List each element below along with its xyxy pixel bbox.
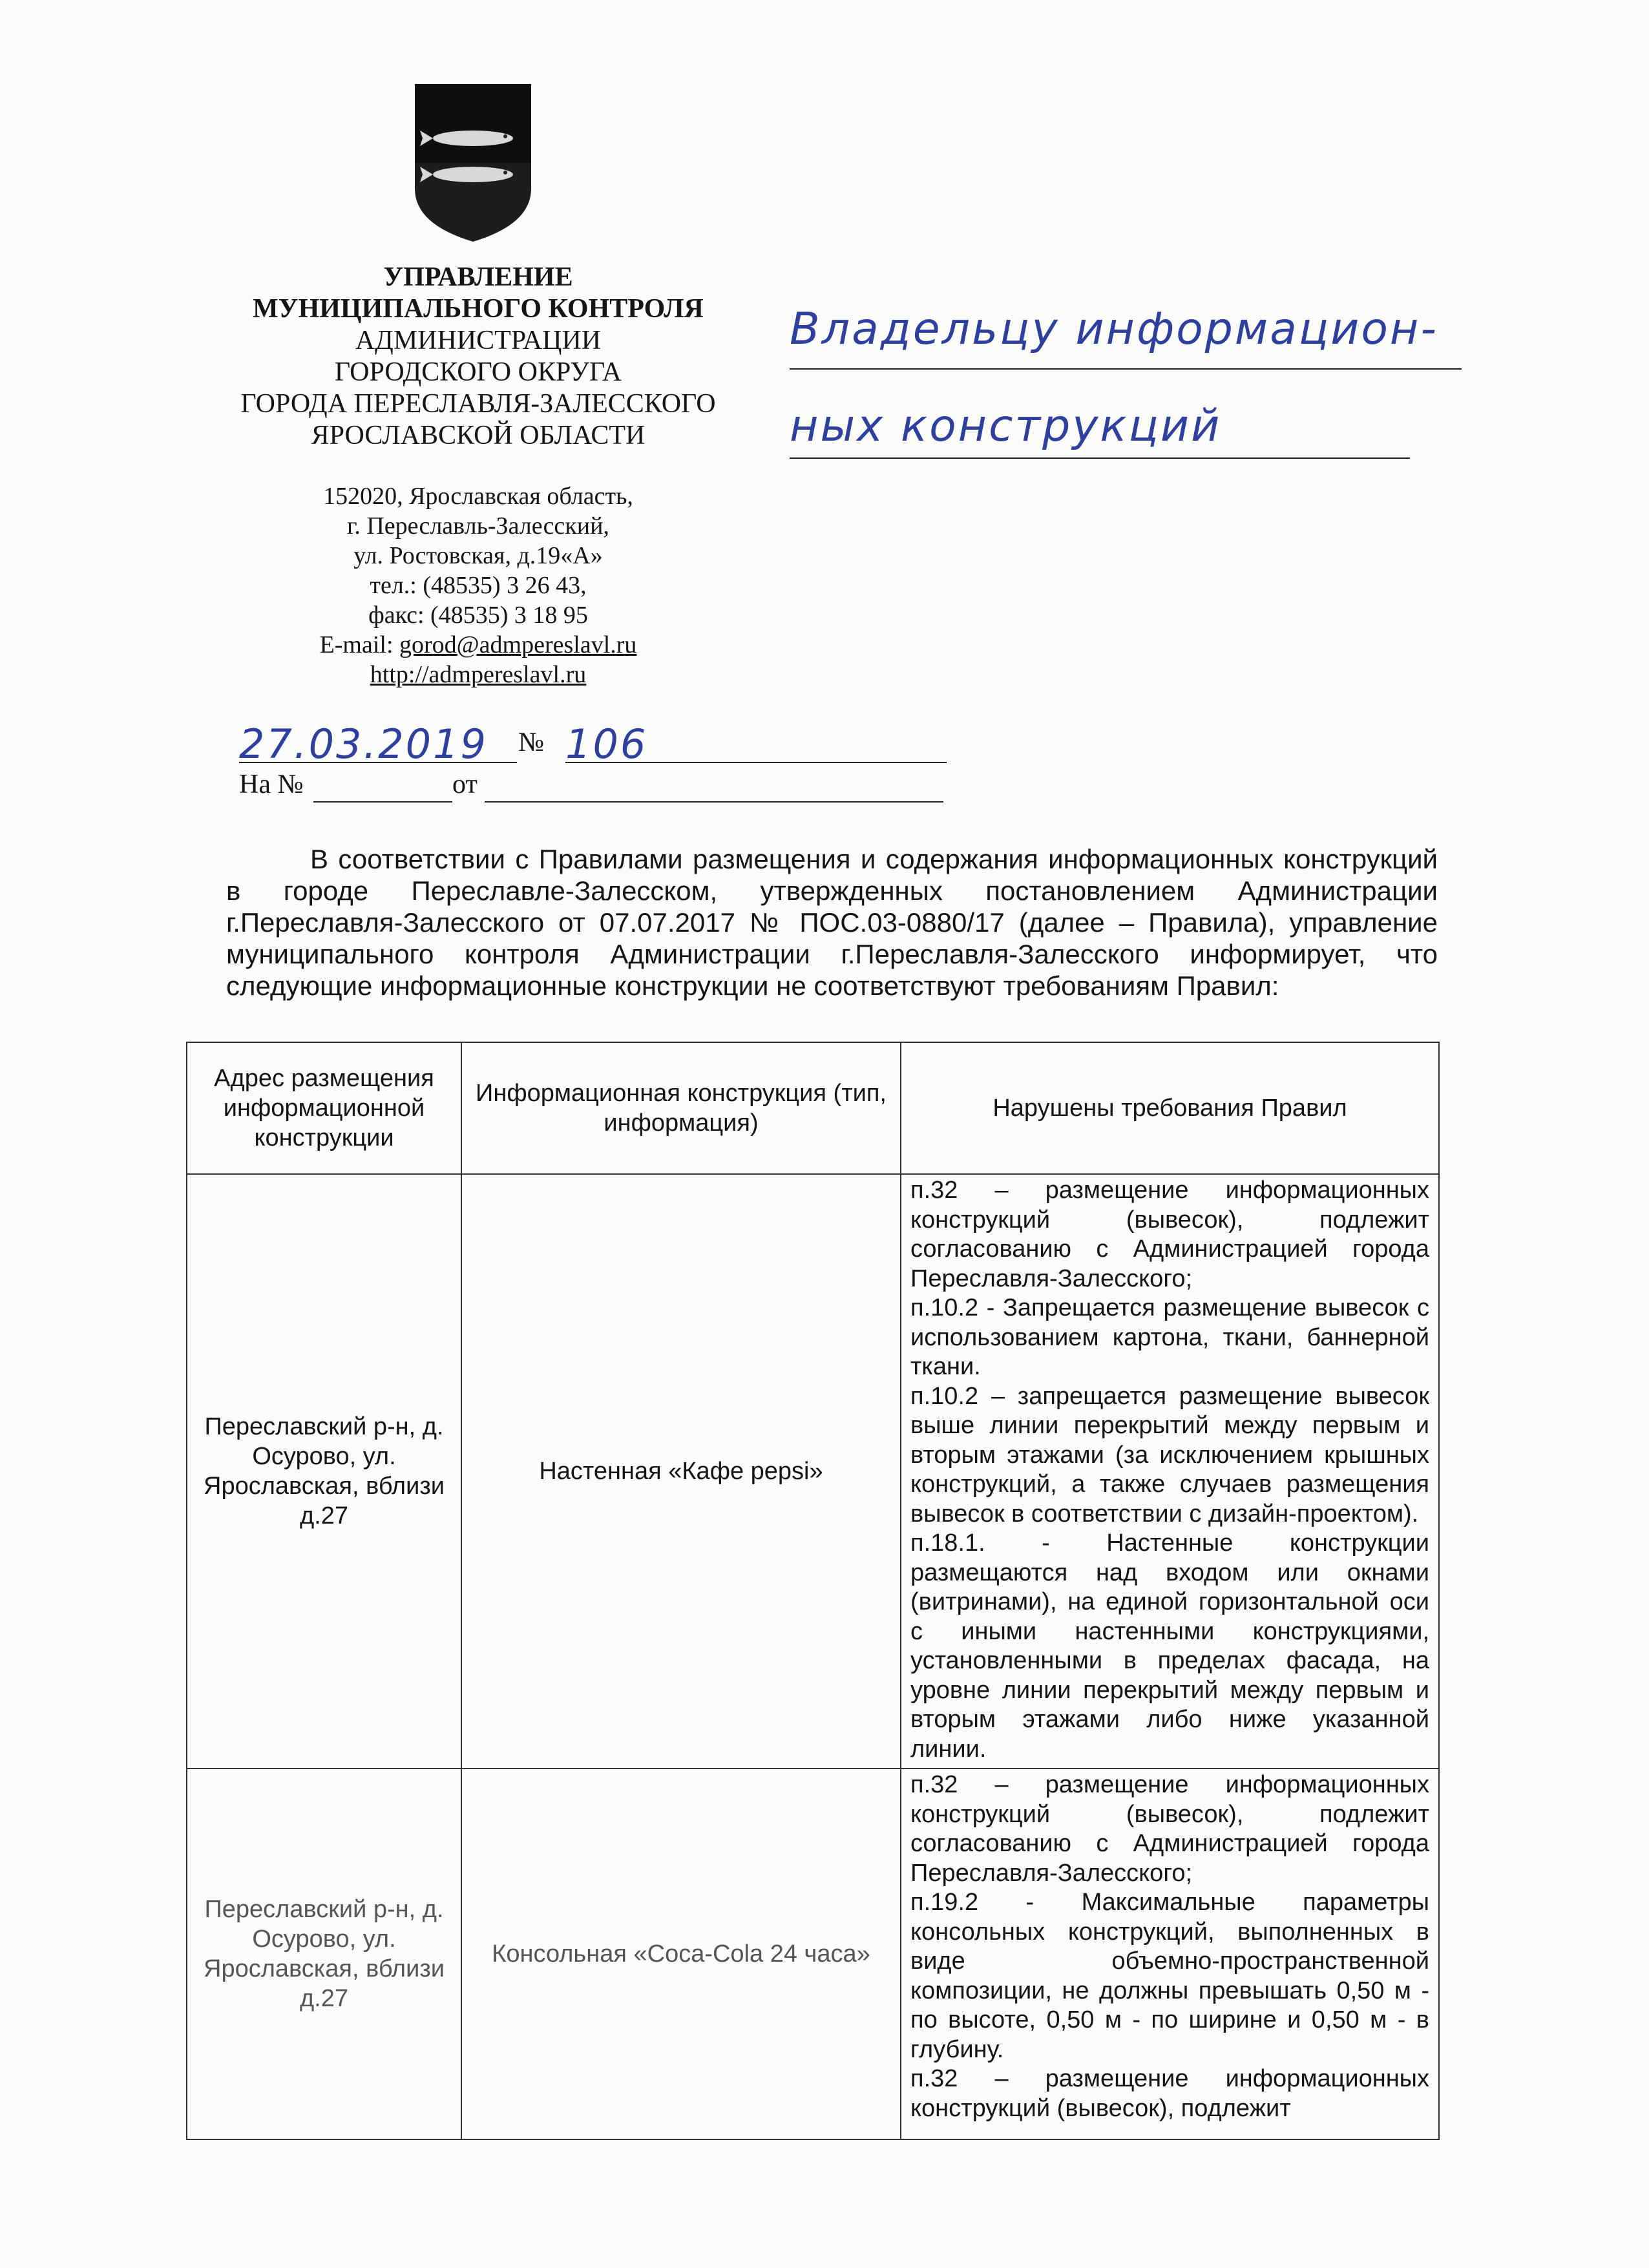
underline-rule	[239, 762, 517, 763]
rule-item: п.18.1. - Настенные конструкции размещаются над входом или окнами (витринами), на единой горизонтальной оси с иными настенными конструкциями, установленными в пределах фасада, на уровне линии перекрытий между первым и вторым этажами либо ниже указанной линии.	[910, 1529, 1429, 1763]
rule-item: п.32 – размещение информационных конструкций (вывесок), подлежит согласованию с Администрацией города Переславля-Залесского;	[910, 1771, 1429, 1887]
construction-cell: Консольная «Coca-Cola 24 часа»	[461, 1769, 901, 2139]
construction-cell: Настенная «Кафе pepsi»	[461, 1174, 901, 1769]
underline-rule	[790, 368, 1462, 370]
underline-rule	[565, 762, 947, 763]
reference-from-label: от	[452, 770, 478, 799]
table-header-row	[187, 1042, 1439, 1174]
address-line: ул. Ростовская, д.19«А»	[353, 542, 603, 569]
addressee-line: Владельцу информацион-	[790, 304, 1438, 355]
address-line: г. Переславль-Залесский,	[347, 512, 609, 540]
violations-cell	[901, 1174, 1439, 1769]
org-title-line: МУНИЦИПАЛЬНОГО КОНТРОЛЯ	[253, 294, 704, 324]
underline-rule	[485, 801, 943, 803]
org-title-line: ЯРОСЛАВСКОЙ ОБЛАСТИ	[311, 421, 646, 450]
org-title-line: УПРАВЛЕНИЕ	[383, 262, 573, 292]
reference-number-label: На №	[239, 770, 304, 799]
rule-item: п.32 – размещение информационных конструкций (вывесок), подлежит согласованию с Администрацией города Переславля-Залесского;	[910, 1177, 1429, 1292]
intro-paragraph: В соответствии с Правилами размещения и содержания информационных конструкций в городе Переславле-Залесском, утвержденных постановлением Администрации г.Переславля-Залесского от 07.07.2017 № ПОС.03-0880/17 (далее – Правила), управление муниципального контроля Администрации г.Переславля-Залесского информирует, что следующие информационные конструкции не соответствуют требованиям Правил:	[226, 844, 1438, 1001]
violations-table	[186, 1042, 1440, 2140]
number-label: №	[518, 728, 545, 757]
reference-line	[239, 769, 704, 808]
address-line: 152020, Ярославская область,	[323, 483, 633, 510]
organization-header	[194, 262, 762, 452]
fax-line: факс: (48535) 3 18 95	[368, 602, 588, 629]
address-cell: Переславский р-н, д. Осурово, ул. Ярославская, вблизи д.27	[187, 1769, 461, 2139]
addressee-line: ных конструкций	[790, 401, 1222, 452]
violations-cell	[901, 1769, 1439, 2139]
shield-icon	[408, 79, 538, 247]
rule-item: п.19.2 - Максимальные параметры консольных конструкций, выполненных в виде объемно-пространственной композиции, не должны превышать 0,50 м - по высоте, 0,50 м - по ширине и 0,50 м - в глубину.	[910, 1889, 1429, 2063]
rule-item: п.32 – размещение информационных конструкций (вывесок), подлежит	[910, 2065, 1429, 2122]
registration-date: 27.03.2019	[239, 720, 488, 768]
registration-number: 106	[565, 720, 648, 768]
registration-line	[239, 720, 704, 766]
table-row	[187, 1174, 1439, 1769]
underline-rule	[790, 457, 1410, 459]
org-title-line: ГОРОДА ПЕРЕСЛАВЛЯ-ЗАЛЕССКОГО	[240, 389, 716, 419]
column-header-address: Адрес размещения информационной конструкции	[187, 1042, 461, 1174]
underline-rule	[313, 801, 452, 803]
email-label: E-mail:	[319, 631, 400, 658]
column-header-violations: Нарушены требования Правил	[901, 1042, 1439, 1174]
phone-line: тел.: (48535) 3 26 43,	[370, 572, 587, 599]
rule-item: п.10.2 – запрещается размещение вывесок выше линии перекрытий между первым и вторым этажами (за исключением крышных конструкций, а также случаев размещения вывесок в соответствии с дизайн-проектом).	[910, 1382, 1429, 1528]
email-link[interactable]: gorod@admpereslavl.ru	[399, 631, 637, 658]
address-cell: Переславский р-н, д. Осурово, ул. Ярославская, вблизи д.27	[187, 1174, 461, 1769]
email-line	[194, 630, 762, 660]
org-title-line: ГОРОДСКОГО ОКРУГА	[334, 357, 622, 387]
contact-block	[194, 481, 762, 689]
column-header-construction: Информационная конструкция (тип, информация)	[461, 1042, 901, 1174]
org-title-line: АДМИНИСТРАЦИИ	[355, 326, 602, 355]
rule-item: п.10.2 - Запрещается размещение вывесок с использованием картона, ткани, баннерной ткани.	[910, 1294, 1429, 1380]
coat-of-arms-emblem	[408, 79, 538, 247]
table-row	[187, 1769, 1439, 2139]
website-link[interactable]: http://admpereslavl.ru	[370, 661, 587, 688]
